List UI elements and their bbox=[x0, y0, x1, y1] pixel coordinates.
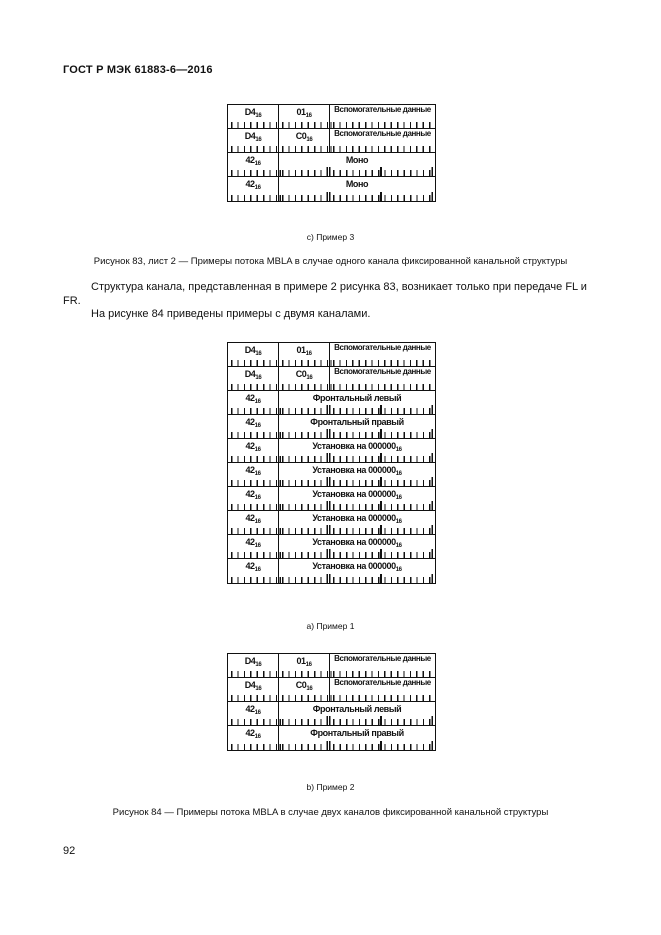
frame-quadlet-row bbox=[228, 511, 435, 535]
frame-quadlet-row bbox=[228, 487, 435, 511]
ancillary-data-cell bbox=[330, 343, 435, 366]
ancillary-data-cell bbox=[330, 678, 435, 701]
bit-ticks bbox=[279, 671, 329, 677]
bit-ticks bbox=[330, 384, 435, 390]
cell-label: $D4_{16}$ bbox=[244, 656, 262, 668]
cell-label: Вспомогательные данные bbox=[334, 654, 431, 663]
bit-ticks bbox=[228, 577, 278, 583]
label-byte-cell bbox=[228, 678, 279, 701]
cell-label: Фронтальный левый bbox=[312, 704, 402, 714]
byte-boundary-ticks bbox=[279, 574, 435, 583]
cell-label: $42_{16}$ bbox=[245, 393, 261, 405]
cell-label: Вспомогательные данные bbox=[334, 343, 431, 352]
cell-label: Установка на $000000_{16}$ bbox=[312, 465, 402, 477]
label-byte-cell bbox=[228, 511, 279, 534]
audio-sample-cell bbox=[279, 535, 435, 558]
bit-ticks bbox=[279, 384, 329, 390]
bit-ticks bbox=[228, 408, 278, 414]
second-byte-cell bbox=[279, 343, 330, 366]
frame-quadlet-row bbox=[228, 678, 435, 702]
bit-ticks bbox=[228, 432, 278, 438]
cell-label: Вспомогательные данные bbox=[334, 129, 431, 138]
bit-ticks bbox=[228, 122, 278, 128]
mbla-frame-example-3 bbox=[227, 104, 436, 202]
byte-boundary-ticks bbox=[279, 192, 435, 201]
bit-ticks bbox=[279, 360, 329, 366]
label-byte-cell bbox=[228, 391, 279, 414]
cell-label: $42_{16}$ bbox=[245, 465, 261, 477]
second-byte-cell bbox=[279, 367, 330, 390]
audio-sample-cell bbox=[279, 511, 435, 534]
byte-boundary-ticks bbox=[279, 167, 435, 176]
label-byte-cell bbox=[228, 702, 279, 725]
ancillary-data-cell bbox=[330, 367, 435, 390]
frame-quadlet-row bbox=[228, 343, 435, 367]
bit-ticks bbox=[228, 695, 278, 701]
paragraph-two-channels: На рисунке 84 приведены примеры с двумя каналами. bbox=[91, 308, 371, 320]
cell-label: Установка на $000000_{16}$ bbox=[312, 537, 402, 549]
bit-ticks bbox=[279, 695, 329, 701]
label-byte-cell bbox=[228, 153, 279, 176]
subcaption-example-2: b) Пример 2 bbox=[306, 782, 355, 792]
cell-label: $42_{16}$ bbox=[245, 441, 261, 453]
document-header: ГОСТ Р МЭК 61883-6—2016 bbox=[63, 64, 213, 76]
audio-sample-cell bbox=[279, 702, 435, 725]
cell-label: $01_{16}$ bbox=[296, 345, 312, 357]
label-byte-cell bbox=[228, 535, 279, 558]
cell-label: $42_{16}$ bbox=[245, 417, 261, 429]
frame-quadlet-row bbox=[228, 726, 435, 750]
frame-quadlet-row bbox=[228, 367, 435, 391]
bit-ticks bbox=[228, 146, 278, 152]
second-byte-cell bbox=[279, 678, 330, 701]
second-byte-cell bbox=[279, 105, 330, 128]
cell-label: $42_{16}$ bbox=[245, 728, 261, 740]
audio-sample-cell bbox=[279, 726, 435, 750]
frame-quadlet-row bbox=[228, 702, 435, 726]
bit-ticks bbox=[330, 671, 435, 677]
cell-label: Вспомогательные данные bbox=[334, 105, 431, 114]
bit-ticks bbox=[228, 170, 278, 176]
page-number: 92 bbox=[63, 845, 76, 857]
audio-sample-cell bbox=[279, 463, 435, 486]
bit-ticks bbox=[279, 146, 329, 152]
label-byte-cell bbox=[228, 439, 279, 462]
byte-boundary-ticks bbox=[279, 741, 435, 750]
paragraph-channel-structure-cont: FR. bbox=[63, 295, 81, 307]
cell-label: Установка на $000000_{16}$ bbox=[312, 489, 402, 501]
figure-84-caption: Рисунок 84 — Примеры потока MBLA в случае двух каналов фиксированной канальной структуры bbox=[112, 807, 549, 818]
audio-sample-cell bbox=[279, 415, 435, 438]
bit-ticks bbox=[228, 456, 278, 462]
second-byte-cell bbox=[279, 129, 330, 152]
cell-label: Фронтальный правый bbox=[310, 728, 404, 738]
cell-label: $01_{16}$ bbox=[296, 656, 312, 668]
frame-quadlet-row bbox=[228, 177, 435, 201]
bit-ticks bbox=[228, 671, 278, 677]
cell-label: $42_{16}$ bbox=[245, 489, 261, 501]
cell-label: Моно bbox=[345, 179, 369, 189]
ancillary-data-cell bbox=[330, 129, 435, 152]
cell-label: $D4_{16}$ bbox=[244, 680, 262, 692]
cell-label: Фронтальный левый bbox=[312, 393, 402, 403]
cell-label: $42_{16}$ bbox=[245, 179, 261, 191]
bit-ticks bbox=[228, 480, 278, 486]
cell-label: Вспомогательные данные bbox=[334, 678, 431, 687]
audio-sample-cell bbox=[279, 559, 435, 583]
cell-label: Вспомогательные данные bbox=[334, 367, 431, 376]
label-byte-cell bbox=[228, 559, 279, 583]
frame-quadlet-row bbox=[228, 439, 435, 463]
label-byte-cell bbox=[228, 726, 279, 750]
mbla-frame-example-2 bbox=[227, 653, 436, 751]
cell-label: $D4_{16}$ bbox=[244, 345, 262, 357]
cell-label: Моно bbox=[345, 155, 369, 165]
cell-label: $42_{16}$ bbox=[245, 155, 261, 167]
byte-boundary-ticks bbox=[279, 405, 435, 414]
bit-ticks bbox=[228, 360, 278, 366]
label-byte-cell bbox=[228, 367, 279, 390]
frame-quadlet-row bbox=[228, 153, 435, 177]
label-byte-cell bbox=[228, 129, 279, 152]
bit-ticks bbox=[330, 360, 435, 366]
frame-quadlet-row bbox=[228, 105, 435, 129]
ancillary-data-cell bbox=[330, 105, 435, 128]
label-byte-cell bbox=[228, 463, 279, 486]
audio-sample-cell bbox=[279, 177, 435, 201]
frame-quadlet-row bbox=[228, 463, 435, 487]
frame-quadlet-row bbox=[228, 391, 435, 415]
audio-sample-cell bbox=[279, 439, 435, 462]
cell-label: $C0_{16}$ bbox=[295, 369, 313, 381]
byte-boundary-ticks bbox=[279, 429, 435, 438]
cell-label: $D4_{16}$ bbox=[244, 369, 262, 381]
paragraph-channel-structure: Структура канала, представленная в примере 2 рисунка 83, возникает только при передаче FL и bbox=[91, 281, 587, 293]
mbla-frame-example-1 bbox=[227, 342, 436, 584]
byte-boundary-ticks bbox=[279, 716, 435, 725]
cell-label: $D4_{16}$ bbox=[244, 107, 262, 119]
frame-quadlet-row bbox=[228, 559, 435, 583]
bit-ticks bbox=[279, 122, 329, 128]
cell-label: $C0_{16}$ bbox=[295, 131, 313, 143]
bit-ticks bbox=[228, 504, 278, 510]
second-byte-cell bbox=[279, 654, 330, 677]
frame-quadlet-row bbox=[228, 535, 435, 559]
label-byte-cell bbox=[228, 343, 279, 366]
bit-ticks bbox=[330, 122, 435, 128]
bit-ticks bbox=[228, 552, 278, 558]
ancillary-data-cell bbox=[330, 654, 435, 677]
bit-ticks bbox=[330, 146, 435, 152]
cell-label: Установка на $000000_{16}$ bbox=[312, 561, 402, 573]
cell-label: $C0_{16}$ bbox=[295, 680, 313, 692]
bit-ticks bbox=[228, 384, 278, 390]
audio-sample-cell bbox=[279, 153, 435, 176]
cell-label: Установка на $000000_{16}$ bbox=[312, 513, 402, 525]
cell-label: Установка на $000000_{16}$ bbox=[312, 441, 402, 453]
bit-ticks bbox=[330, 695, 435, 701]
subcaption-example-3: c) Пример 3 bbox=[306, 232, 355, 242]
bit-ticks bbox=[228, 528, 278, 534]
cell-label: $01_{16}$ bbox=[296, 107, 312, 119]
cell-label: $42_{16}$ bbox=[245, 704, 261, 716]
cell-label: $42_{16}$ bbox=[245, 561, 261, 573]
cell-label: $42_{16}$ bbox=[245, 513, 261, 525]
cell-label: $D4_{16}$ bbox=[244, 131, 262, 143]
frame-quadlet-row bbox=[228, 415, 435, 439]
frame-quadlet-row bbox=[228, 654, 435, 678]
label-byte-cell bbox=[228, 415, 279, 438]
label-byte-cell bbox=[228, 487, 279, 510]
audio-sample-cell bbox=[279, 391, 435, 414]
audio-sample-cell bbox=[279, 487, 435, 510]
subcaption-example-1: a) Пример 1 bbox=[306, 621, 355, 631]
bit-ticks bbox=[228, 195, 278, 201]
bit-ticks bbox=[228, 744, 278, 750]
frame-quadlet-row bbox=[228, 129, 435, 153]
bit-ticks bbox=[228, 719, 278, 725]
label-byte-cell bbox=[228, 654, 279, 677]
figure-83-caption: Рисунок 83, лист 2 — Примеры потока MBLA в случае одного канала фиксированной канальной структуры bbox=[93, 256, 568, 267]
label-byte-cell bbox=[228, 177, 279, 201]
cell-label: $42_{16}$ bbox=[245, 537, 261, 549]
cell-label: Фронтальный правый bbox=[310, 417, 404, 427]
label-byte-cell bbox=[228, 105, 279, 128]
